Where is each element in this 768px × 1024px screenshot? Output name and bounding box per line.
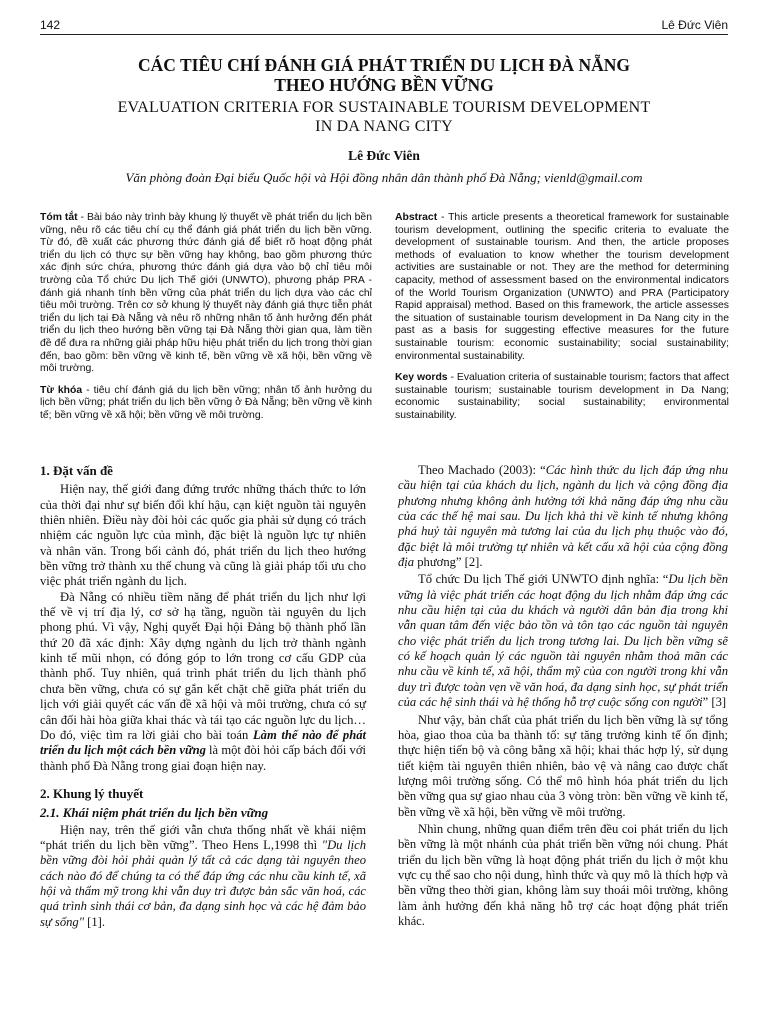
title-english: EVALUATION CRITERIA FOR SUSTAINABLE TOURISM DEVELOPMENT IN DA NANG CITY bbox=[117, 99, 651, 135]
keywords-vi: Từ khóa - tiêu chí đánh giá du lịch bền vững; nhân tố ảnh hưởng du lịch bền vững; phát triển du lịch bền vững ở Đà Nẵng; bền vững về kinh tế; bền vững về xã hội; bền vững về môi trường. bbox=[40, 384, 372, 421]
title-vietnamese: CÁC TIÊU CHÍ ĐÁNH GIÁ PHÁT TRIỂN DU LỊCH ĐÀ NẴNG THEO HƯỚNG BỀN VỮNG bbox=[137, 55, 630, 95]
keywords-vi-label: Từ khóa bbox=[40, 384, 83, 396]
abstract-en-label: Abstract bbox=[395, 212, 438, 223]
essence-paragraph: Như vậy, bản chất của phát triển du lịch bền vững là sự tổng hòa, giao thoa của ba thành tố: sự tăng trưởng kinh tế ổn định; thực hiện tiến bộ và công bằng xã hội; khai thác hợp lý, sử dụng tiết kiệm tài nguyên thiên nhiên, bảo vệ và nâng cao được chất lượng môi trường sống. Có thể mô hình hóa phát triển du lịch bền vững qua sự giao nhau của 3 vòng tròn: bền vững về kinh tế, bền vững về xã hội, bền vững về môi trường. bbox=[398, 712, 728, 819]
section-2-paragraph: Hiện nay, trên thế giới vẫn chưa thống nhất về khái niệm “phát triển du lịch bền vững”. Theo Hens L,1998 thì "Du lịch bền vững đòi hỏi phải quản lý tất cả các dạng tài nguyên theo cách nào đó để chúng ta có thể đáp ứng các nhu cầu kinh tế, xã hội và thẩm mỹ trong khi vẫn duy trì được bản sắc văn hoá, các quá trình sinh thái cơ bản, đa dạng sinh học và các hệ đảm bảo sự sống" [1]. bbox=[40, 822, 366, 929]
author-affiliation: Văn phòng đoàn Đại biểu Quốc hội và Hội đồng nhân dân thành phố Đà Nẵng; vienld@gmail.com bbox=[125, 170, 643, 185]
abstract-vi: Tóm tắt - Bài báo này trình bày khung lý thuyết về phát triển du lịch bền vững, nêu rõ các tiêu chí cụ thể đánh giá phát triển du lịch bền vững. Từ đó, đề xuất các phương thức đánh giá để biết rõ hoạt động phát triển du lịch có thực sự bền vững hay không, bao gồm phương thức xác định sức chứa, phương thức đánh giá dựa vào bộ chỉ tiêu môi trường của Tổ chức Du lịch Thế giới (UNWTO), phương pháp PRA - đánh giá nhanh tính bền vững của phát triển du lịch dựa vào các chỉ tiêu môi trường. Trên cơ sở khung lý thuyết này đánh giá thực tiễn phát triển du lịch tại Đà Nẵng và nêu rõ những nhân tố ảnh hưởng đến phát triển du lịch theo hướng bền vững tại Đà Nẵng thời gian qua, làm tiền đề để đưa ra những giải pháp hữu hiệu phát triển du lịch trong thời gian đến, bao gồm: bền vững về kinh tế, bền vững về xã hội, bền vững về môi trường. bbox=[40, 212, 372, 375]
title-block bbox=[60, 55, 708, 186]
overview-paragraph: Nhìn chung, những quan điểm trên đều coi phát triển du lịch bền vững là một nhánh của phát triển bền vững nói chung. Phát triển du lịch bền vững là hoạt động phát triển du lịch ở một khu vực cụ thể sao cho nội dung, hình thức và quy mô là thích hợp và bền vững theo thời gian, không làm suy thoái môi trường, không làm ảnh hưởng đến khả năng hỗ trợ các hoạt động phát triển khác. bbox=[398, 821, 728, 928]
keywords-en: Key words - Evaluation criteria of sustainable tourism; factors that affect sustainable tourism; sustainable tourism development in Da Nang; economic sustainability; social sustainability; environmental sustainability. bbox=[395, 372, 729, 421]
page-number: 142 bbox=[40, 18, 61, 32]
body-left-column bbox=[40, 463, 366, 930]
section-1-heading: 1. Đặt vấn đề bbox=[40, 463, 113, 478]
keywords-en-label: Key words bbox=[395, 372, 448, 384]
abstract-english-column bbox=[395, 212, 729, 432]
body-right-column bbox=[398, 463, 728, 931]
section-2-heading: 2. Khung lý thuyết bbox=[40, 785, 144, 801]
machado-definition-paragraph: Theo Machado (2003): “Các hình thức du lịch đáp ứng nhu cầu hiện tại của khách du lịch, ngành du lịch và cộng đồng địa phương nhưng không ảnh hưởng tới khả năng đáp ứng nhu cầu của các thế hệ mai sau. Du lịch khả thi về kinh tế nhưng không phá huỷ tài nguyên mà tương lai của du lịch phụ thuộc vào đó, đặc biệt là môi trường tự nhiên và kết cấu xã hội của cộng đồng địa phương” [2]. bbox=[398, 463, 728, 570]
header-rule bbox=[40, 34, 728, 35]
subsection-2-1-heading: 2.1. Khái niệm phát triển du lịch bền vững bbox=[40, 805, 269, 821]
running-header bbox=[40, 14, 728, 32]
running-author: Lê Đức Viên bbox=[661, 18, 728, 32]
author-name: Lê Đức Viên bbox=[348, 148, 420, 163]
abstract-vietnamese-column bbox=[40, 212, 372, 432]
unwto-definition-paragraph: Tổ chức Du lịch Thế giới UNWTO định nghĩa: “Du lịch bền vững là việc phát triển các hoạt động du lịch nhằm đáp ứng các nhu cầu hiện tại của du khách và người dân bản địa trong khi vẫn quan tâm đến việc bảo tồn và tôn tạo các nguồn tài nguyên cho việc phát triển du lịch trong tương lai. Du lịch bền vững sẽ có kế hoạch quản lý các nguồn tài nguyên nhằm thoả mãn các nhu cầu về kinh tế, xã hội, thẩm mỹ của con người trong khi vẫn duy trì được toàn vẹn về văn hoá, đa dạng sinh học, sự phát triển của các hệ sinh thái và hệ thống hỗ trợ cuộc sống con người” [3] bbox=[398, 572, 728, 710]
abstract-vi-label: Tóm tắt bbox=[40, 212, 78, 223]
abstract-en: Abstract - This article presents a theoretical framework for sustainable tourism development, outlining the specific criteria to evaluate the development of sustainable tourism. And then, the article proposes methods of evaluation to know whether the tourism development activities are sustainable or not. They are the method for determining capacity, method of assessment based on the environmental indicators of the World Tourism Organization (UNWTO) and PRA (Participatory Rapid appraisal) method. Based on this framework, the article assesses the situation of sustainable tourism development in Da Nang city in the past as a basis for suggesting effective measures for the future sustainable tourism: economic sustainability; social sustainability; environmental sustainability. bbox=[395, 212, 729, 362]
section-1-paragraph: Hiện nay, thế giới đang đứng trước những thách thức to lớn của thời đại như sự biến đổi khí hậu, cạn kiệt nguồn tài nguyên thiên nhiên. Điều này đòi hỏi các quốc gia phải sử dụng có trách nhiệm các nguồn lực của mình, đặc biệt là nguồn lực tự nhiên và nhân văn. Trong bối cảnh đó, phát triển du lịch theo hướng bền vững trở thành xu thế chung và cũng là giải pháp tối ưu cho việc phát triển ngành du lịch. bbox=[40, 482, 366, 589]
section-1-paragraph: Đà Nẵng có nhiều tiềm năng để phát triển du lịch như lợi thế về vị trí địa lý, cơ sở hạ tầng, nguồn tài nguyên du lịch phong phú. Vì vậy, Nghị quyết Đại hội Đảng bộ thành phố lần thứ 20 đã xác định: Xây dựng ngành du lịch trở thành ngành kinh tế mũi nhọn, có đóng góp to lớn trong cơ cấu GDP của thành phố. Tuy nhiên, quá trình phát triển du lịch thành phố chưa bền vững, chưa có sự gắn kết chặt chẽ giữa phát triển du lịch với giải quyết các vấn đề xã hội và môi trường, chưa có sự cân đối hài hòa giữa khai thác và tái tạo các nguồn lực du lịch… Do đó, việc tìm ra lời giải cho bài toán Làm thế nào để phát triển du lịch một cách bền vững là một đòi hỏi cấp bách đối với thành phố Đà Nẵng trong giai đoạn hiện nay. bbox=[40, 589, 366, 773]
